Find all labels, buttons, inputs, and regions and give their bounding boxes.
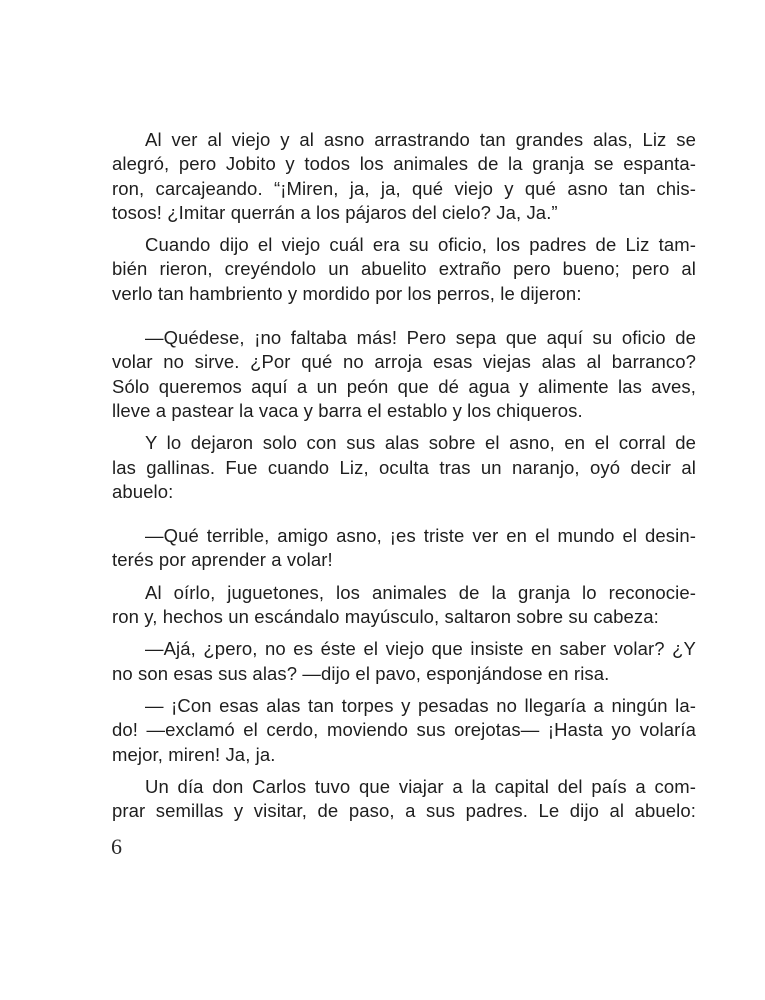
text-line: Al oírlo, juguetones, los animales de la granja lo reconocie- <box>145 581 696 603</box>
text-line: tosos! ¿Imitar querrán a los pájaros del cielo? Ja, Ja.” <box>112 201 558 223</box>
text-line: las gallinas. Fue cuando Liz, oculta tras un naranjo, oyó decir al <box>112 456 696 478</box>
text-line: ron, carcajeando. “¡Miren, ja, ja, qué viejo y qué asno tan chis- <box>112 177 696 199</box>
text-line: abuelo: <box>112 480 174 502</box>
text-line: mejor, miren! Ja, ja. <box>112 743 276 765</box>
text-line: terés por aprender a volar! <box>112 549 333 571</box>
text-line: Sólo queremos aquí a un peón que dé agua y alimente las aves, <box>112 375 696 397</box>
page-number: 6 <box>111 834 122 859</box>
book-page-text <box>112 128 696 831</box>
text-line: Al ver al viejo y al asno arrastrando tan grandes alas, Liz se <box>145 129 696 150</box>
text-line: ron y, hechos un escándalo mayúsculo, saltaron sobre su cabeza: <box>112 606 659 628</box>
text-line: no son esas sus alas? —dijo el pavo, esponjándose en risa. <box>112 662 610 684</box>
paragraph-5 <box>112 524 696 573</box>
text-line: —Qué terrible, amigo asno, ¡es triste ver en el mundo el desin- <box>145 525 696 547</box>
text-line: Cuando dijo el viejo cuál era su oficio, los padres de Liz tam- <box>145 234 696 256</box>
text-line: volar no sirve. ¿Por qué no arroja esas viejas alas al barranco? <box>112 351 696 373</box>
text-line: Un día don Carlos tuvo que viajar a la capital del país a com- <box>145 775 696 797</box>
text-line: lleve a pastear la vaca y barra el establo y los chiqueros. <box>112 399 583 421</box>
paragraph-8 <box>112 694 696 767</box>
text-line: verlo tan hambriento y mordido por los perros, le dijeron: <box>112 282 582 304</box>
text-line: do! —exclamó el cerdo, moviendo sus orejotas— ¡Hasta yo volaría <box>112 719 696 741</box>
paragraph-6 <box>112 581 696 630</box>
text-line: alegró, pero Jobito y todos los animales de la granja se espanta- <box>112 153 696 175</box>
text-line: prar semillas y visitar, de paso, a sus padres. Le dijo al abuelo: <box>112 800 696 822</box>
paragraph-9 <box>112 775 696 824</box>
paragraph-2 <box>112 233 696 306</box>
paragraph-3 <box>112 326 696 423</box>
paragraph-7 <box>112 637 696 686</box>
text-line: Y lo dejaron solo con sus alas sobre el asno, en el corral de <box>145 432 696 454</box>
text-line: —Quédese, ¡no faltaba más! Pero sepa que aquí su oficio de <box>145 327 696 349</box>
text-line: bién rieron, creyéndolo un abuelito extraño pero bueno; pero al <box>112 258 696 280</box>
paragraph-4 <box>112 431 696 504</box>
text-line: — ¡Con esas alas tan torpes y pesadas no llegaría a ningún la- <box>145 694 696 716</box>
text-line: —Ajá, ¿pero, no es éste el viejo que insiste en saber volar? ¿Y <box>145 638 696 660</box>
paragraph-1 <box>112 128 696 225</box>
